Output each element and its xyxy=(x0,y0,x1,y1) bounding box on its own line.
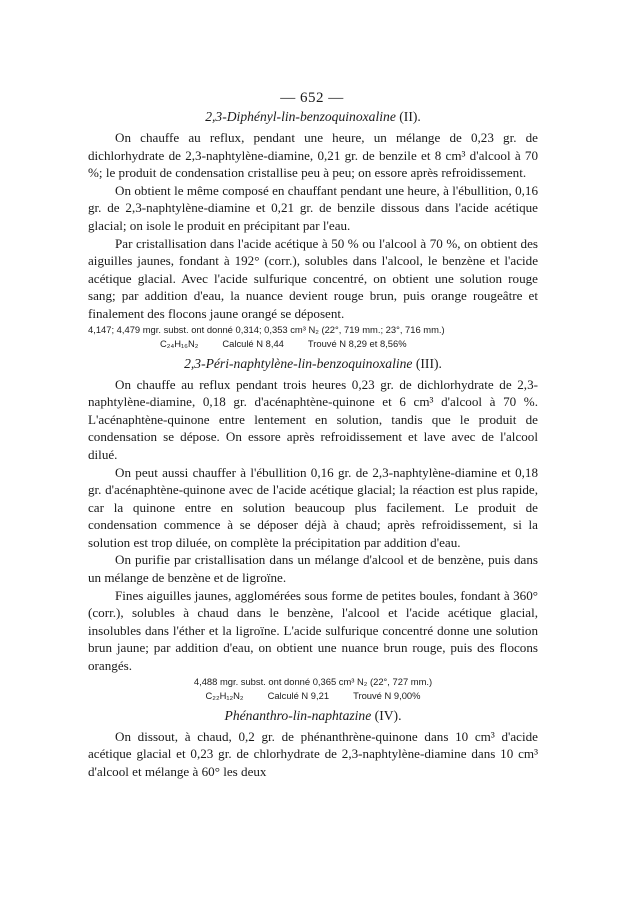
section-heading-ii xyxy=(88,107,538,126)
formula-line xyxy=(88,337,538,351)
heading-title: 2,3-Péri-naphtylène-lin-benzoquinoxaline xyxy=(184,355,413,371)
molecular-formula: C₂₄H₁₆N₂ xyxy=(160,337,199,349)
paragraph: On peut aussi chauffer à l'ébullition 0,16 gr. de 2,3-naphtylène-diamine et 0,18 gr. d'acénaphtène-quinone avec de l'acide acétique glacial; la réaction est plus rapide, car la quinone entre en solution beaucoup plus facilement. Le produit de condensation commence à se déposer déjà à chaud; après refroidissement, si la solution est trop diluée, on complète la précipitation par addition d'eau. xyxy=(88,464,538,550)
heading-number: (II). xyxy=(399,109,421,124)
molecular-formula: C₂₂H₁₂N₂ xyxy=(205,689,244,701)
analysis-data: 4,488 mgr. subst. ont donné 0,365 cm³ N₂ (22°, 727 mm.) xyxy=(193,675,433,687)
heading-title: Phénanthro-lin-naphtazine xyxy=(224,707,372,723)
paragraph: On dissout, à chaud, 0,2 gr. de phénanthrène-quinone dans 10 cm³ d'acide acétique glacial et 0,23 gr. de chlorhydrate de 2,3-naphtylène-diamine dans 10 cm³ d'alcool et mélange à 60° les deux xyxy=(88,728,538,779)
text-column xyxy=(88,107,538,780)
formula-line xyxy=(88,689,538,703)
paragraph: On purifie par cristallisation dans un mélange d'alcool et de benzène, puis dans un mélange de benzène et de ligroïne. xyxy=(88,552,538,586)
paragraph: Fines aiguilles jaunes, agglomérées sous forme de petites boules, fondant à 360° (corr.), solubles à chaud dans le benzène, l'alcool et l'acide acétique glacial, insolubles dans l'éther et la ligroïne. L'acide sulfurique concentré donne une solution brun jaune; par addition d'eau, on obtient une nuance brun rouge, puis des flocons orangés. xyxy=(88,587,538,674)
heading-number: (III). xyxy=(415,355,442,371)
calculated-value: Calculé N 9,21 xyxy=(267,689,330,701)
found-value: Trouvé N 8,29 et 8,56% xyxy=(307,337,407,349)
heading-title: 2,3-Diphényl-lin-benzoquinoxaline xyxy=(205,109,396,124)
paragraph: On chauffe au reflux pendant trois heures 0,23 gr. de dichlorhydrate de 2,3-naphtylène-diamine, 0,18 gr. d'acénaphtène-quinone et 6 cm³ d'alcool à 70 %. L'acénaphtène-quinone entre lentement en solution, tandis que le produit de condensation se dépose. On essore après refroidissement et lave avec de l'alcool dilué. xyxy=(88,376,538,462)
paragraph: On obtient le même composé en chauffant pendant une heure, à l'ébullition, 0,16 gr. de 2,3-naphtylène-diamine et 0,21 gr. de benzile dissous dans l'acide acétique glacial; on isole le produit en précipitant par l'eau. xyxy=(88,182,538,233)
calculated-value: Calculé N 8,44 xyxy=(222,337,284,349)
section-heading-iii xyxy=(88,354,538,373)
paragraph: On chauffe au reflux, pendant une heure, un mélange de 0,23 gr. de dichlorhydrate de 2,3-naphtylène-diamine, 0,21 gr. de benzile et 8 cm³ d'alcool à 70 %; le produit de condensation cristallise peu à peu; on essore après refroidissement. xyxy=(88,130,538,181)
heading-number: (IV). xyxy=(374,707,402,723)
page-number: — 652 — xyxy=(280,90,344,106)
found-value: Trouvé N 9,00% xyxy=(353,689,421,701)
analysis-data: 4,147; 4,479 mgr. subst. ont donné 0,314; 0,353 cm³ N₂ (22°, 719 mm.; 23°, 716 mm.) xyxy=(88,323,445,335)
paragraph: Par cristallisation dans l'acide acétique à 50 % ou l'alcool à 70 %, on obtient des aiguilles jaunes, fondant à 192° (corr.), solubles dans l'alcool, le benzène et l'acide acétique glacial. Avec l'acide sulfurique concentré, on obtient une solution rouge sang; par addition d'eau, la nuance devient rouge brun, puis orange rougeâtre et finalement des flocons jaune orangé se déposent. xyxy=(88,235,538,321)
section-heading-iv xyxy=(88,706,538,725)
